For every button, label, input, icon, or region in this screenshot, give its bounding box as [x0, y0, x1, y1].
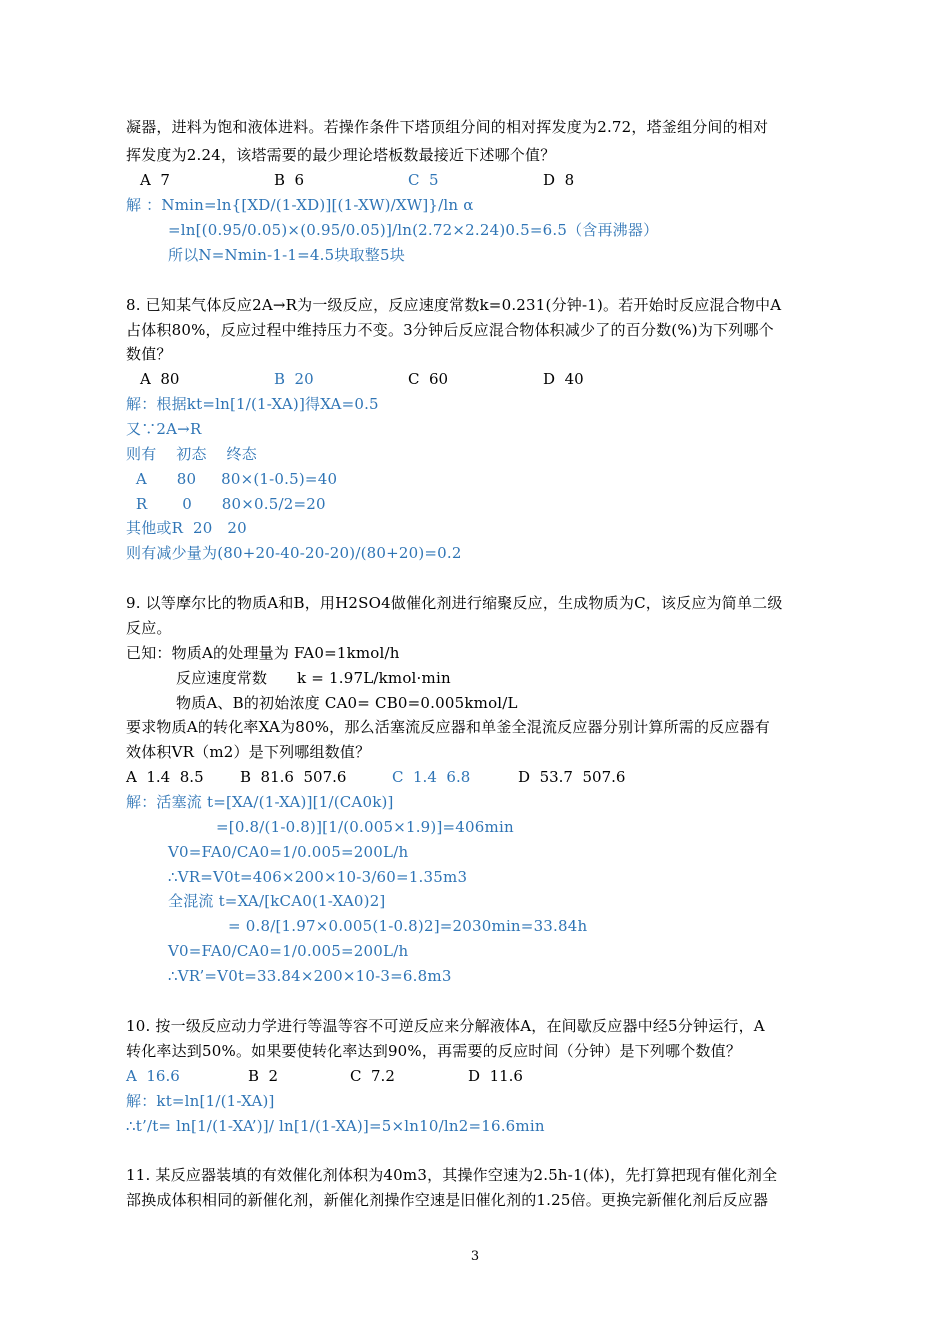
q8-line-1: 8. 已知某气体反应2A→R为一级反应，反应速度常数k=0.231(分钟-1)。若开始时反应混合物中A: [126, 296, 782, 314]
q11-line-1: 11. 某反应器装填的有效催化剂体积为40m3，其操作空速为2.5h-1(体)，先打算把现有催化剂全: [126, 1166, 778, 1184]
q9-given-1: 已知：物质A的处理量为 FA0=1kmol/h: [126, 644, 400, 662]
q9-option-a: A 1.4 8.5: [126, 768, 204, 786]
q7-line-1: 凝器，进料为饱和液体进料。若操作条件下塔顶组分间的相对挥发度为2.72，塔釜组分间的相对: [126, 118, 769, 136]
q7-option-b: B 6: [274, 171, 305, 189]
q10-option-d: D 11.6: [468, 1067, 523, 1085]
q7-line-2: 挥发度为2.24，该塔需要的最少理论塔板数最接近下述哪个值？: [126, 146, 556, 164]
q10-solution-2: ∴t’/t= ln[1/(1-XA’)]/ ln[1/(1-XA)]=5×ln10/ln2=16.6min: [126, 1117, 545, 1135]
q9-solution-6: = 0.8/[1.97×0.005(1-0.8)2]=2030min=33.84h: [228, 917, 588, 935]
q9-solution-2: =[0.8/(1-0.8)][1/(0.005×1.9)]=406min: [216, 818, 514, 836]
q9-solution-3: V0=FA0/CA0=1/0.005=200L/h: [168, 843, 409, 861]
q9-line-4: 效体积VR（m2）是下列哪组数值？: [126, 743, 371, 761]
q8-line-3: 数值？: [126, 345, 172, 363]
q9-solution-4: ∴VR=V0t=406×200×10-3/60=1.35m3: [168, 868, 468, 886]
q11-line-2: 部换成体积相同的新催化剂，新催化剂操作空速是旧催化剂的1.25倍。更换完新催化剂后反应器: [126, 1191, 769, 1209]
page-number: 3: [470, 1249, 480, 1264]
q10-solution-1: 解：kt=ln[1/(1-XA)]: [126, 1092, 275, 1110]
q8-solution-5: R 0 80×0.5/2=20: [126, 495, 326, 513]
q7-option-a: A 7: [140, 171, 170, 189]
q9-line-3: 要求物质A的转化率XA为80%，那么活塞流反应器和单釜全混流反应器分别计算所需的反应器有: [126, 718, 770, 736]
q8-line-2: 占体积80%，反应过程中维持压力不变。3分钟后反应混合物体积减少了的百分数(%)为下列哪个: [126, 321, 774, 339]
q9-solution-1: 解：活塞流 t=[XA/(1-XA)][1/(CA0k)]: [126, 793, 394, 811]
q8-option-c: C 60: [408, 370, 449, 388]
q9-solution-8: ∴VR’=V0t=33.84×200×10-3=6.8m3: [168, 967, 452, 985]
q9-option-d: D 53.7 507.6: [518, 768, 626, 786]
q7-solution-2: =ln[(0.95/0.05)×(0.95/0.05)]/ln(2.72×2.24)0.5=6.5（含再沸器）: [168, 221, 659, 239]
q10-option-b: B 2: [248, 1067, 279, 1085]
q7-solution-1: 解 ：Nmin=ln{[XD/(1-XD)][(1-XW)/XW]}/ln α: [126, 196, 474, 214]
q8-option-a: A 80: [140, 370, 180, 388]
q7-option-c: C 5: [408, 171, 439, 189]
q10-option-c: C 7.2: [350, 1067, 395, 1085]
q8-option-b: B 20: [274, 370, 314, 388]
q9-line-2: 反应。: [126, 619, 172, 637]
q8-solution-6: 其他或R 20 20: [126, 519, 247, 537]
q9-given-2: 反应速度常数 k = 1.97L/kmol·min: [176, 669, 451, 687]
q8-solution-7: 则有减少量为(80+20-40-20-20)/(80+20)=0.2: [126, 544, 462, 562]
q8-solution-2: 又∵2A→R: [126, 420, 202, 438]
q9-solution-7: V0=FA0/CA0=1/0.005=200L/h: [168, 942, 409, 960]
q8-option-d: D 40: [543, 370, 584, 388]
q9-solution-5: 全混流 t=XA/[kCA0(1-XA0)2]: [168, 892, 386, 910]
q7-solution-3: 所以N=Nmin-1-1=4.5块取整5块: [168, 246, 405, 264]
q9-option-c: C 1.4 6.8: [392, 768, 471, 786]
q10-line-1: 10. 按一级反应动力学进行等温等容不可逆反应来分解液体A，在间歇反应器中经5分钟运行，A: [126, 1017, 765, 1035]
q8-solution-4: A 80 80×(1-0.5)=40: [126, 470, 338, 488]
q9-line-1: 9. 以等摩尔比的物质A和B，用H2SO4做催化剂进行缩聚反应，生成物质为C，该反应为简单二级: [126, 594, 783, 612]
q9-given-3: 物质A、B的初始浓度 CA0= CB0=0.005kmol/L: [176, 694, 518, 712]
q10-line-2: 转化率达到50%。如果要使转化率达到90%，再需要的反应时间（分钟）是下列哪个数值？: [126, 1042, 742, 1060]
q9-option-b: B 81.6 507.6: [240, 768, 347, 786]
q7-option-d: D 8: [543, 171, 575, 189]
q10-option-a: A 16.6: [126, 1067, 180, 1085]
q8-solution-1: 解：根据kt=ln[1/(1-XA)]得XA=0.5: [126, 395, 379, 413]
q8-solution-3: 则有 初态 终态: [126, 445, 257, 463]
